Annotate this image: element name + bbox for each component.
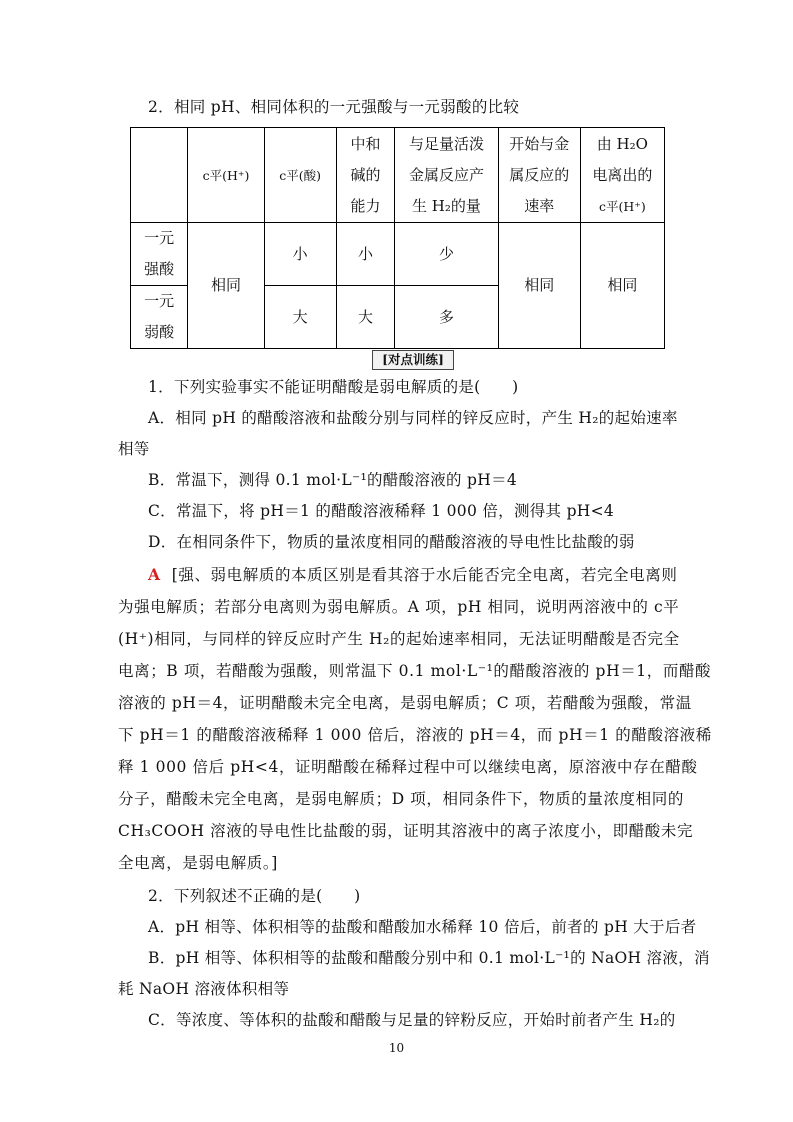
answer1-line-3: (H⁺)相同，与同样的锌反应时产生 H₂的起始速率相同，无法证明醋酸是否完全 — [118, 630, 680, 648]
answer1-line-2: 为强电解质；若部分电离则为弱电解质。A 项，pH 相同，说明两溶液中的 c平 — [118, 598, 680, 616]
header-line: 速率 — [524, 196, 555, 215]
cell-strong-h2: 少 — [395, 223, 499, 286]
table-row-strong — [131, 223, 665, 286]
answer1-line-1 — [148, 565, 708, 585]
header-rate — [498, 128, 580, 223]
q2-option-c: C．等浓度、等体积的盐酸和醋酸与足量的锌粉反应，开始时前者产生 H₂的 — [148, 1011, 676, 1029]
cell-weak-neutralize: 大 — [336, 286, 394, 349]
q1-option-a: A．相同 pH 的醋酸溶液和盐酸分别与同样的锌反应时，产生 H₂的起始速率 — [148, 409, 678, 427]
table-header-row — [131, 128, 665, 223]
row-label-weak — [131, 286, 188, 349]
page-number: 10 — [388, 1041, 405, 1055]
header-line: 电离出的 — [592, 165, 653, 184]
row-label-strong — [131, 223, 188, 286]
header-line: 开始与金 — [509, 134, 570, 153]
cell-water-both: 相同 — [580, 223, 664, 349]
header-line: 属反应的 — [509, 165, 570, 184]
answer-letter: A — [148, 565, 161, 584]
answer1-line-5: 溶液的 pH＝4，证明醋酸未完全电离，是弱电解质；C 项，若醋酸为强酸，常温 — [118, 694, 692, 712]
q1-option-c: C．常温下，将 pH＝1 的醋酸溶液稀释 1 000 倍，测得其 pH<4 — [148, 502, 615, 520]
practice-tag: [对点训练] — [372, 350, 454, 370]
section-title: 2．相同 pH、相同体积的一元强酸与一元弱酸的比较 — [148, 98, 520, 116]
answer1-line-9: CH₃COOH 溶液的导电性比盐酸的弱，证明其溶液中的离子浓度小，即醋酸未完 — [118, 822, 694, 840]
answer1-line-7: 释 1 000 倍后 pH<4，证明醋酸在稀释过程中可以继续电离，原溶液中存在醋酸 — [118, 758, 698, 776]
header-line: 碱的 — [350, 165, 381, 184]
row-label-line: 强酸 — [144, 260, 175, 278]
header-line: 金属反应产 — [408, 165, 484, 184]
q1-option-b: B．常温下，测得 0.1 mol·L⁻¹的醋酸溶液的 pH＝4 — [148, 471, 518, 489]
comparison-table — [130, 127, 665, 349]
table-corner-cell — [131, 128, 188, 223]
q2-option-b-cont: 耗 NaOH 溶液体积相等 — [118, 980, 290, 998]
q1-option-d: D．在相同条件下，物质的量浓度相同的醋酸溶液的导电性比盐酸的弱 — [148, 533, 635, 551]
cell-rate-both: 相同 — [498, 223, 580, 349]
row-label-line: 弱酸 — [144, 323, 175, 341]
cell-strong-neutralize: 小 — [336, 223, 394, 286]
answer-text: [强、弱电解质的本质区别是看其溶于水后能否完全电离，若完全电离则 — [171, 566, 678, 584]
header-acid-conc: c平(酸) — [264, 128, 336, 223]
row-label-line: 一元 — [144, 229, 175, 247]
answer1-line-10: 全电离，是弱电解质。] — [118, 854, 278, 872]
header-water-h-plus — [580, 128, 664, 223]
answer1-line-6: 下 pH＝1 的醋酸溶液稀释 1 000 倍后，溶液的 pH＝4，而 pH＝1 的醋酸溶液稀 — [118, 726, 712, 744]
cell-strong-acid-conc: 小 — [264, 223, 336, 286]
cell-weak-h2: 多 — [395, 286, 499, 349]
q2-option-b: B．pH 相等、体积相等的盐酸和醋酸分别中和 0.1 mol·L⁻¹的 NaOH 溶液，消 — [148, 949, 710, 967]
header-line: 中和 — [350, 134, 381, 153]
q2-stem: 2．下列叙述不正确的是( ) — [148, 887, 361, 905]
header-line: 生 H₂的量 — [412, 196, 481, 215]
header-line: 由 H₂O — [596, 134, 648, 153]
answer1-line-4: 电离；B 项，若醋酸为强酸，则常温下 0.1 mol·L⁻¹的醋酸溶液的 pH＝1，而醋酸 — [118, 662, 712, 680]
header-h2-amount — [395, 128, 499, 223]
row-label-line: 一元 — [144, 292, 175, 310]
q1-option-a-cont: 相等 — [118, 440, 150, 458]
q2-option-a: A．pH 相等、体积相等的盐酸和醋酸加水稀释 10 倍后，前者的 pH 大于后者 — [148, 918, 697, 936]
answer1-line-8: 分子，醋酸未完全电离，是弱电解质；D 项，相同条件下，物质的量浓度相同的 — [118, 790, 684, 808]
header-line: 能力 — [350, 196, 381, 215]
q1-stem: 1．下列实验事实不能证明醋酸是弱电解质的是( ) — [148, 378, 519, 396]
cell-weak-acid-conc: 大 — [264, 286, 336, 349]
header-neutralize — [336, 128, 394, 223]
header-h-plus: c平(H⁺) — [188, 128, 264, 223]
header-line: 与足量活泼 — [408, 134, 484, 153]
cell-h-plus-both: 相同 — [188, 223, 264, 349]
header-line: c平(H⁺) — [598, 198, 646, 214]
